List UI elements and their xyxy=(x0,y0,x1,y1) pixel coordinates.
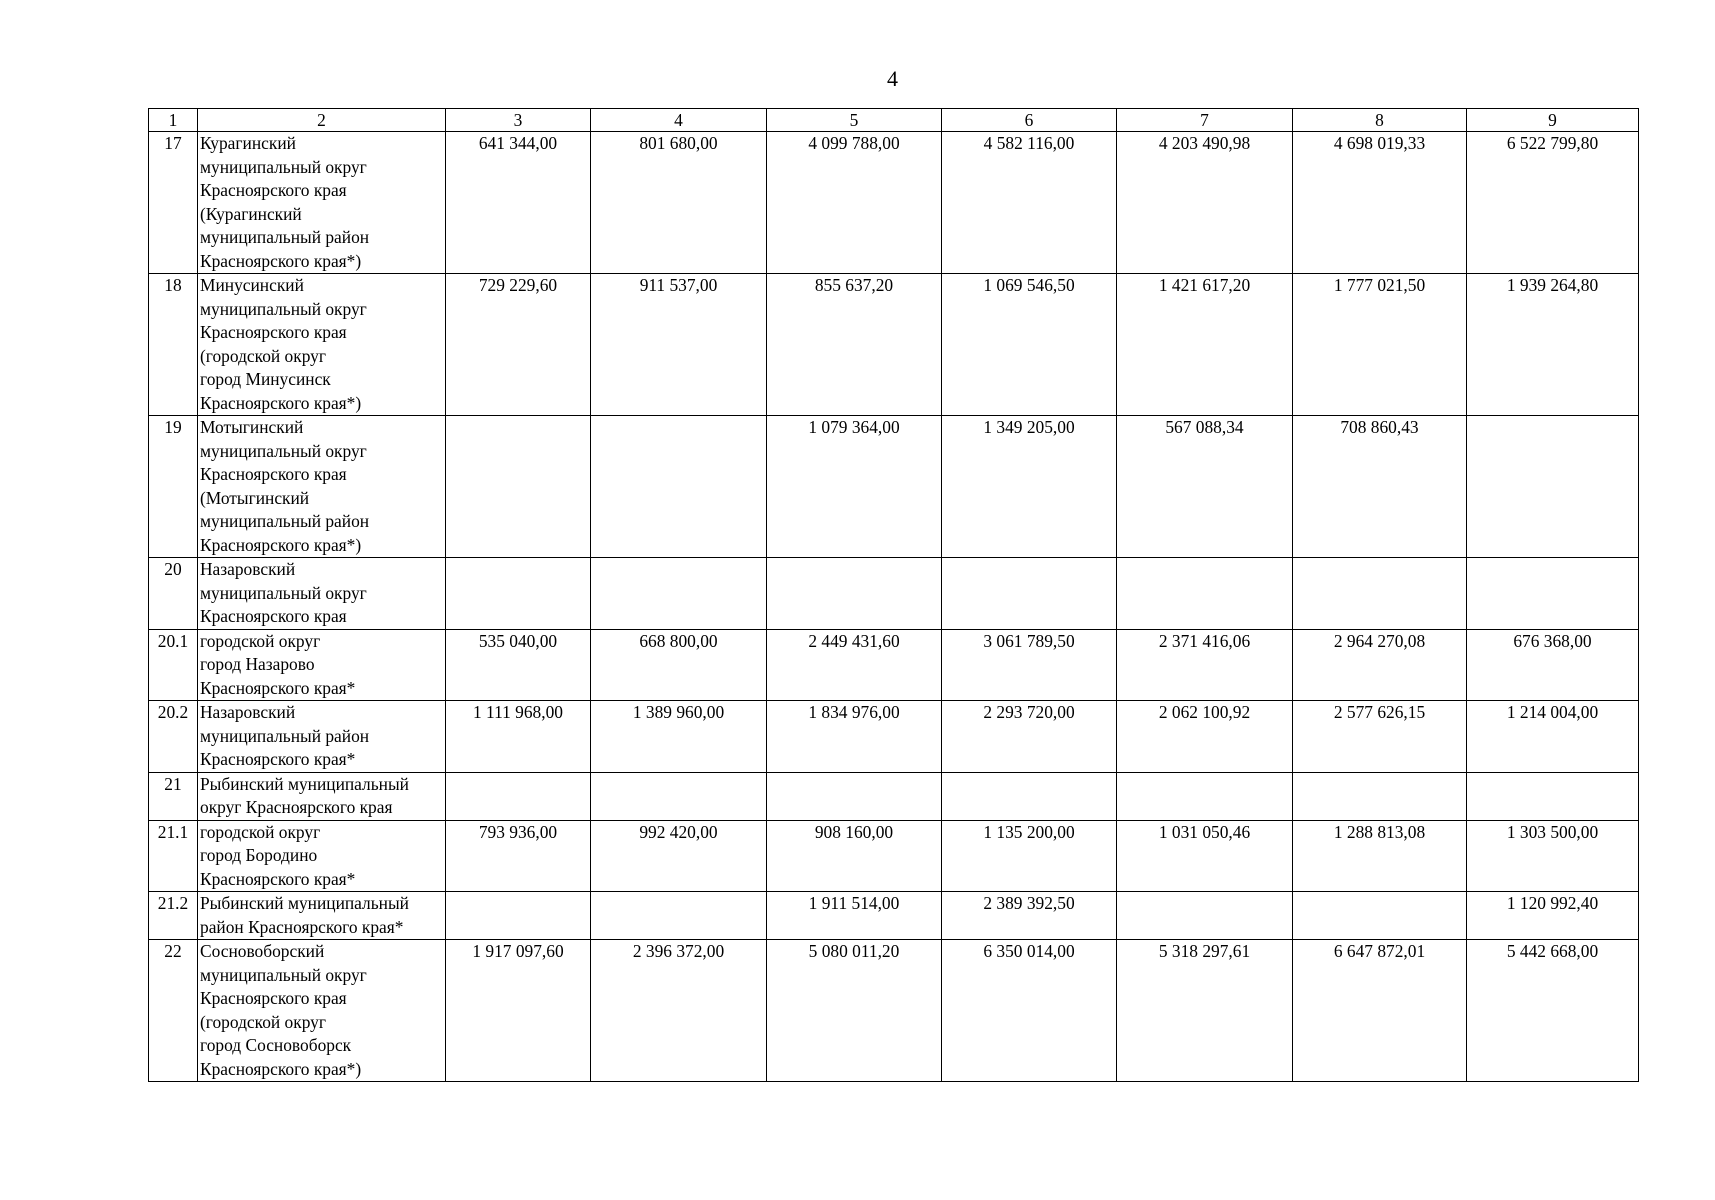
value-cell: 5 080 011,20 xyxy=(767,940,942,1082)
table-body xyxy=(149,132,1639,1082)
value-cell xyxy=(446,892,591,940)
column-header: 6 xyxy=(942,109,1117,132)
value-cell: 1 120 992,40 xyxy=(1467,892,1639,940)
value-cell: 1 214 004,00 xyxy=(1467,701,1639,773)
value-cell: 6 647 872,01 xyxy=(1293,940,1467,1082)
value-cell: 1 911 514,00 xyxy=(767,892,942,940)
municipality-name-cell: Минусинский муниципальный округ Красноярского края (городской округ город Минусинск Красноярского края*) xyxy=(198,274,446,416)
value-cell: 1 111 968,00 xyxy=(446,701,591,773)
column-header: 1 xyxy=(149,109,198,132)
value-cell xyxy=(1117,772,1293,820)
table-row xyxy=(149,132,1639,274)
value-cell: 567 088,34 xyxy=(1117,416,1293,558)
value-cell xyxy=(591,416,767,558)
municipality-name-cell: Курагинский муниципальный округ Красноярского края (Курагинский муниципальный район Красноярского края*) xyxy=(198,132,446,274)
municipality-name-cell: Назаровский муниципальный округ Красноярского края xyxy=(198,558,446,630)
value-cell: 535 040,00 xyxy=(446,629,591,701)
row-number-cell: 22 xyxy=(149,940,198,1082)
value-cell xyxy=(1467,416,1639,558)
table-row xyxy=(149,892,1639,940)
value-cell: 2 371 416,06 xyxy=(1117,629,1293,701)
value-cell: 708 860,43 xyxy=(1293,416,1467,558)
value-cell: 6 350 014,00 xyxy=(942,940,1117,1082)
value-cell xyxy=(446,772,591,820)
value-cell: 4 582 116,00 xyxy=(942,132,1117,274)
column-header: 7 xyxy=(1117,109,1293,132)
row-number-cell: 20.2 xyxy=(149,701,198,773)
value-cell xyxy=(591,892,767,940)
page-number: 4 xyxy=(887,66,898,91)
value-cell xyxy=(1117,558,1293,630)
table-row xyxy=(149,416,1639,558)
value-cell xyxy=(446,416,591,558)
municipality-name-cell: Сосновоборский муниципальный округ Красноярского края (городской округ город Сосновоборск Красноярского края*) xyxy=(198,940,446,1082)
value-cell xyxy=(1467,558,1639,630)
row-number-cell: 19 xyxy=(149,416,198,558)
value-cell xyxy=(942,772,1117,820)
row-number-cell: 21 xyxy=(149,772,198,820)
value-cell: 3 061 789,50 xyxy=(942,629,1117,701)
table-row xyxy=(149,701,1639,773)
municipality-name-cell: городской округ город Бородино Красноярского края* xyxy=(198,820,446,892)
value-cell xyxy=(767,558,942,630)
column-header: 2 xyxy=(198,109,446,132)
row-number-cell: 20.1 xyxy=(149,629,198,701)
value-cell: 2 293 720,00 xyxy=(942,701,1117,773)
table-row xyxy=(149,772,1639,820)
value-cell: 729 229,60 xyxy=(446,274,591,416)
value-cell: 793 936,00 xyxy=(446,820,591,892)
municipality-name-cell: Назаровский муниципальный район Красноярского края* xyxy=(198,701,446,773)
value-cell: 1 421 617,20 xyxy=(1117,274,1293,416)
value-cell: 4 099 788,00 xyxy=(767,132,942,274)
value-cell xyxy=(1117,892,1293,940)
row-number-cell: 17 xyxy=(149,132,198,274)
value-cell xyxy=(1293,558,1467,630)
row-number-cell: 21.2 xyxy=(149,892,198,940)
value-cell: 1 069 546,50 xyxy=(942,274,1117,416)
value-cell xyxy=(1293,892,1467,940)
data-table xyxy=(148,108,1639,1082)
table-row xyxy=(149,820,1639,892)
value-cell: 1 389 960,00 xyxy=(591,701,767,773)
value-cell: 1 303 500,00 xyxy=(1467,820,1639,892)
value-cell: 2 396 372,00 xyxy=(591,940,767,1082)
row-number-cell: 18 xyxy=(149,274,198,416)
value-cell: 2 577 626,15 xyxy=(1293,701,1467,773)
value-cell: 801 680,00 xyxy=(591,132,767,274)
row-number-cell: 21.1 xyxy=(149,820,198,892)
column-header: 5 xyxy=(767,109,942,132)
value-cell xyxy=(767,772,942,820)
municipality-name-cell: Рыбинский муниципальный район Красноярского края* xyxy=(198,892,446,940)
column-header: 9 xyxy=(1467,109,1639,132)
table-row xyxy=(149,940,1639,1082)
column-header: 3 xyxy=(446,109,591,132)
value-cell: 992 420,00 xyxy=(591,820,767,892)
value-cell: 1 079 364,00 xyxy=(767,416,942,558)
municipality-name-cell: Рыбинский муниципальный округ Красноярского края xyxy=(198,772,446,820)
value-cell: 5 318 297,61 xyxy=(1117,940,1293,1082)
value-cell: 641 344,00 xyxy=(446,132,591,274)
value-cell: 676 368,00 xyxy=(1467,629,1639,701)
table-row xyxy=(149,629,1639,701)
municipality-name-cell: Мотыгинский муниципальный округ Красноярского края (Мотыгинский муниципальный район Красноярского края*) xyxy=(198,416,446,558)
value-cell: 911 537,00 xyxy=(591,274,767,416)
value-cell: 2 449 431,60 xyxy=(767,629,942,701)
value-cell: 1 777 021,50 xyxy=(1293,274,1467,416)
value-cell: 4 698 019,33 xyxy=(1293,132,1467,274)
table-row xyxy=(149,558,1639,630)
value-cell: 6 522 799,80 xyxy=(1467,132,1639,274)
value-cell: 5 442 668,00 xyxy=(1467,940,1639,1082)
value-cell: 2 389 392,50 xyxy=(942,892,1117,940)
value-cell: 855 637,20 xyxy=(767,274,942,416)
column-header: 4 xyxy=(591,109,767,132)
value-cell xyxy=(1467,772,1639,820)
value-cell xyxy=(1293,772,1467,820)
value-cell xyxy=(591,558,767,630)
value-cell: 1 349 205,00 xyxy=(942,416,1117,558)
value-cell: 2 964 270,08 xyxy=(1293,629,1467,701)
column-header: 8 xyxy=(1293,109,1467,132)
value-cell: 1 288 813,08 xyxy=(1293,820,1467,892)
header-row xyxy=(149,109,1639,132)
value-cell: 668 800,00 xyxy=(591,629,767,701)
value-cell xyxy=(446,558,591,630)
value-cell: 1 135 200,00 xyxy=(942,820,1117,892)
value-cell: 1 917 097,60 xyxy=(446,940,591,1082)
value-cell xyxy=(591,772,767,820)
table-row xyxy=(149,274,1639,416)
value-cell: 908 160,00 xyxy=(767,820,942,892)
value-cell: 2 062 100,92 xyxy=(1117,701,1293,773)
value-cell: 1 031 050,46 xyxy=(1117,820,1293,892)
municipality-name-cell: городской округ город Назарово Красноярского края* xyxy=(198,629,446,701)
value-cell: 1 939 264,80 xyxy=(1467,274,1639,416)
value-cell: 4 203 490,98 xyxy=(1117,132,1293,274)
row-number-cell: 20 xyxy=(149,558,198,630)
value-cell xyxy=(942,558,1117,630)
value-cell: 1 834 976,00 xyxy=(767,701,942,773)
